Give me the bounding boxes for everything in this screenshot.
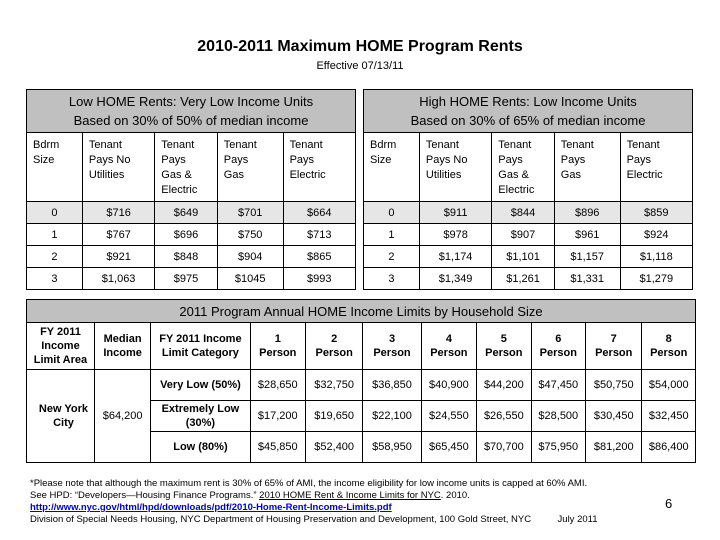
table-cell: $750 xyxy=(217,224,283,246)
table-cell: $19,650 xyxy=(305,401,362,432)
table-cell: $1,261 xyxy=(492,268,555,290)
low-home-rents-table xyxy=(26,89,356,290)
table-cell: $1,174 xyxy=(419,246,491,268)
high-rents-header-line1: High HOME Rents: Low Income Units xyxy=(419,94,637,109)
column-header-line: Size xyxy=(370,154,392,166)
table-row xyxy=(364,246,693,268)
table-cell: $911 xyxy=(419,202,491,224)
low-rents-header-line2: Based on 30% of 50% of median income xyxy=(73,113,309,128)
footnote-line1: *Please note that although the maximum rent is 30% of 65% of AMI, the income eligibility for low income units is capped at 60% AMI. xyxy=(30,478,588,489)
table-cell: $32,450 xyxy=(642,401,696,432)
column-header-line: Pays xyxy=(223,154,249,166)
limit-area-line: New York xyxy=(38,403,89,415)
column-header xyxy=(217,133,283,202)
table-cell: $50,750 xyxy=(586,370,642,401)
column-header-line: Gas & xyxy=(161,169,192,181)
high-rents-header xyxy=(364,90,693,133)
column-header-line: Electric xyxy=(626,169,663,181)
table-row xyxy=(27,202,356,224)
column-header-line: 2 xyxy=(331,333,338,345)
table-cell: 1 xyxy=(364,224,420,246)
table-cell: $1045 xyxy=(217,268,283,290)
table-cell: $993 xyxy=(283,268,355,290)
column-header-line: Tenant xyxy=(498,139,532,151)
table-row xyxy=(27,370,696,401)
table-cell: 3 xyxy=(27,268,83,290)
column-header-line: Utilities xyxy=(88,169,125,181)
table-cell: $848 xyxy=(155,246,218,268)
table-cell: $1,279 xyxy=(620,268,692,290)
column-header-line: Pays No xyxy=(425,154,468,166)
high-home-rents-table xyxy=(363,89,693,290)
limit-category-line: Extremely Low xyxy=(161,403,240,415)
column-header xyxy=(477,323,531,370)
table-cell: $701 xyxy=(217,202,283,224)
column-header xyxy=(363,323,421,370)
column-header-line: FY 2011 xyxy=(40,326,81,338)
column-header-line: Person xyxy=(595,347,633,359)
limit-category-cell xyxy=(151,401,250,432)
column-header-line: Size xyxy=(33,154,55,166)
table-cell: $859 xyxy=(620,202,692,224)
footnote xyxy=(30,478,673,526)
table-cell: $45,850 xyxy=(250,432,305,463)
table-cell: $52,400 xyxy=(305,432,362,463)
table-cell: $961 xyxy=(554,224,620,246)
table-cell: $716 xyxy=(82,202,154,224)
column-header-line: Tenant xyxy=(223,139,257,151)
column-header-line: 3 xyxy=(388,333,396,345)
table-cell: $36,850 xyxy=(363,370,421,401)
column-header-line: Electric xyxy=(498,184,535,196)
column-header xyxy=(155,133,218,202)
column-header-line: Pays xyxy=(498,154,523,166)
table-cell: $896 xyxy=(554,202,620,224)
page-title: 2010-2011 Maximum HOME Program Rents xyxy=(197,38,523,55)
table-row xyxy=(364,202,693,224)
column-header-line: 4 xyxy=(445,333,452,345)
table-cell: $28,500 xyxy=(531,401,585,432)
column-header xyxy=(586,323,642,370)
column-header-line: Gas & xyxy=(498,169,529,181)
table-cell: $47,450 xyxy=(531,370,585,401)
table-cell: 2 xyxy=(364,246,420,268)
column-header-line: Tenant xyxy=(88,139,122,151)
column-header xyxy=(283,133,355,202)
table-cell: $1,118 xyxy=(620,246,692,268)
table-cell: 1 xyxy=(27,224,83,246)
table-cell: 3 xyxy=(364,268,420,290)
column-header-line: Tenant xyxy=(161,139,195,151)
table-cell: $70,700 xyxy=(477,432,531,463)
footnote-source-suffix: . 2010. xyxy=(440,490,470,501)
limit-category-line: Low (80%) xyxy=(173,441,228,453)
table-cell: $44,200 xyxy=(477,370,531,401)
column-header-line: Utilities xyxy=(425,169,462,181)
limit-category-line: Very Low (50%) xyxy=(160,379,241,391)
column-header-line: 8 xyxy=(665,333,672,345)
table-cell: $649 xyxy=(155,202,218,224)
table-cell: $1,063 xyxy=(82,268,154,290)
column-header-line: Bdrm xyxy=(370,139,397,151)
high-rents-column-headers xyxy=(364,133,693,202)
table-cell: $1,157 xyxy=(554,246,620,268)
table-cell: $767 xyxy=(82,224,154,246)
column-header-line: 6 xyxy=(555,333,562,345)
column-header-line: Income xyxy=(41,340,80,352)
table-cell: $1,331 xyxy=(554,268,620,290)
table-cell: $907 xyxy=(492,224,555,246)
column-header xyxy=(421,323,476,370)
page-subtitle: Effective 07/13/11 xyxy=(316,60,404,72)
column-header-line: Person xyxy=(485,347,523,359)
limit-area-line: City xyxy=(53,417,74,429)
table-cell: $81,200 xyxy=(586,432,642,463)
column-header-line: 7 xyxy=(610,333,617,345)
table-cell: $32,750 xyxy=(305,370,362,401)
column-header xyxy=(305,323,362,370)
footnote-line2 xyxy=(30,490,670,502)
table-cell: 0 xyxy=(364,202,420,224)
column-header-line: Pays xyxy=(161,154,186,166)
column-header xyxy=(492,133,555,202)
table-cell: $1,349 xyxy=(419,268,491,290)
table-row xyxy=(27,224,356,246)
column-header-line: Person xyxy=(650,347,688,359)
table-cell: $58,950 xyxy=(363,432,421,463)
column-header xyxy=(419,133,491,202)
table-cell: $30,450 xyxy=(586,401,642,432)
income-limits-column-headers xyxy=(27,323,696,370)
column-header xyxy=(151,323,250,370)
footnote-source-title: 2010 HOME Rent & Income Limits for NYC xyxy=(259,490,441,501)
table-cell: $86,400 xyxy=(642,432,696,463)
column-header-line: Pays xyxy=(289,154,315,166)
column-header xyxy=(250,323,305,370)
column-header xyxy=(620,133,692,202)
low-rents-header xyxy=(27,90,356,133)
table-cell: $865 xyxy=(283,246,355,268)
table-cell: 2 xyxy=(27,246,83,268)
table-cell: $54,000 xyxy=(642,370,696,401)
table-cell: $696 xyxy=(155,224,218,246)
table-cell: $40,900 xyxy=(421,370,476,401)
column-header-line: Median xyxy=(103,333,142,345)
table-cell: $904 xyxy=(217,246,283,268)
column-header-line: Bdrm xyxy=(33,139,60,151)
column-header-line: Gas xyxy=(560,169,581,181)
limit-area-cell xyxy=(27,370,95,463)
column-header-line: FY 2011 Income xyxy=(159,333,242,345)
column-header-line: Tenant xyxy=(560,139,594,151)
column-header xyxy=(27,133,83,202)
column-header xyxy=(531,323,585,370)
table-cell: $24,550 xyxy=(421,401,476,432)
column-header-line: Tenant xyxy=(289,139,323,151)
table-row xyxy=(27,246,356,268)
column-header-line: Gas xyxy=(223,169,244,181)
income-limits-header: 2011 Program Annual HOME Income Limits by Household Size xyxy=(27,300,696,323)
limit-category-cell xyxy=(151,432,250,463)
low-rents-header-line1: Low HOME Rents: Very Low Income Units xyxy=(68,94,314,109)
column-header-line: Pays No xyxy=(88,154,131,166)
table-cell: $924 xyxy=(620,224,692,246)
table-cell: $65,450 xyxy=(421,432,476,463)
footnote-date: July 2011 xyxy=(557,514,598,525)
table-row xyxy=(27,268,356,290)
table-cell: $921 xyxy=(82,246,154,268)
limit-category-cell xyxy=(151,370,250,401)
table-cell: $975 xyxy=(155,268,218,290)
table-cell: $664 xyxy=(283,202,355,224)
income-limits-table xyxy=(26,299,696,463)
footnote-division: Division of Special Needs Housing, NYC Department of Housing Preservation and Development, 100 Gold Street, NYC xyxy=(30,514,532,525)
table-cell: $28,650 xyxy=(250,370,305,401)
footnote-line4 xyxy=(30,514,670,526)
column-header-line: Person xyxy=(539,347,577,359)
column-header-line: Limit Area xyxy=(33,354,88,366)
column-header-line: Person xyxy=(259,347,297,359)
column-header xyxy=(364,133,420,202)
table-cell: $844 xyxy=(492,202,555,224)
column-header xyxy=(554,133,620,202)
column-header xyxy=(27,323,95,370)
table-cell: $22,100 xyxy=(363,401,421,432)
table-cell: $26,550 xyxy=(477,401,531,432)
page-number: 6 xyxy=(665,496,673,511)
column-header-line: 5 xyxy=(500,333,507,345)
column-header xyxy=(94,323,150,370)
column-header-line: Tenant xyxy=(626,139,660,151)
column-header-line: Pays xyxy=(560,154,586,166)
table-row xyxy=(364,268,693,290)
column-header xyxy=(82,133,154,202)
column-header xyxy=(642,323,696,370)
table-cell: $17,200 xyxy=(250,401,305,432)
column-header-line: Person xyxy=(315,347,353,359)
median-income-cell: $64,200 xyxy=(94,370,150,463)
column-header-line: Electric xyxy=(161,184,198,196)
low-rents-column-headers xyxy=(27,133,356,202)
table-cell: $713 xyxy=(283,224,355,246)
column-header-line: Income xyxy=(103,347,142,359)
table-cell: 0 xyxy=(27,202,83,224)
high-rents-header-line2: Based on 30% of 65% of median income xyxy=(410,113,646,128)
footnote-url-link[interactable]: http://www.nyc.gov/html/hpd/downloads/pdf/2010-Home-Rent-Income-Limits.pdf xyxy=(30,502,392,513)
table-row xyxy=(364,224,693,246)
column-header-line: Person xyxy=(430,347,468,359)
column-header-line: Electric xyxy=(289,169,326,181)
column-header-line: Limit Category xyxy=(161,347,239,359)
column-header-line: Pays xyxy=(626,154,652,166)
column-header-line: Tenant xyxy=(425,139,459,151)
table-cell: $978 xyxy=(419,224,491,246)
limit-category-line: (30%) xyxy=(185,417,216,429)
table-cell: $75,950 xyxy=(531,432,585,463)
footnote-source-prefix: See HPD: “Developers—Housing Finance Programs.” xyxy=(30,490,260,501)
column-header-line: 1 xyxy=(274,333,281,345)
column-header-line: Person xyxy=(373,347,411,359)
table-cell: $1,101 xyxy=(492,246,555,268)
